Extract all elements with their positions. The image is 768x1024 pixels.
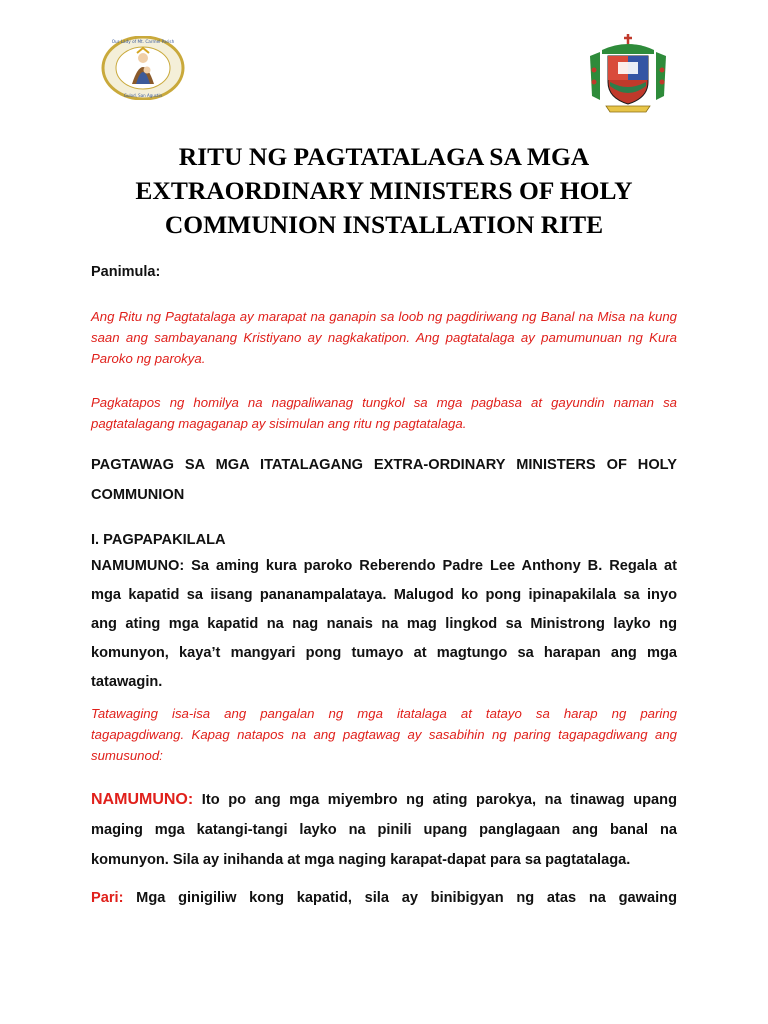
panimula-rubric-1: Ang Ritu ng Pagtatalaga ay marapat na ganapin sa loob ng pagdiriwang ng Banal na Misa na kung saan ang sambayanang Kristiyano ay nagkakatipon. Ang pagtatalaga ay pamumunuan ng Kura Paroko ng parokya.: [91, 309, 677, 366]
section-heading-line-2: COMMUNION: [91, 487, 185, 503]
namumuno-label: NAMUMUNO:: [91, 791, 194, 808]
svg-text:Our Lady of Mt. Carmel Parish: Our Lady of Mt. Carmel Parish: [111, 39, 175, 44]
pari-line-1: [91, 884, 677, 912]
document-title: [90, 140, 678, 242]
tatawaging-rubric: [91, 703, 677, 766]
namumuno2-line-1: [91, 785, 677, 815]
namumuno2-line-2: maging mga katangi-tangi layko na pinili upang panglagaan ang banal na: [91, 822, 677, 838]
coat-of-arms-emblem: [580, 30, 676, 114]
namumuno2-line-3: komunyon. Sila ay inihanda at mga naging karapat-dapat para sa pagtatalaga.: [91, 852, 631, 868]
part1-heading: I. PAGPAPAKILALA: [91, 532, 226, 548]
pari-text: Mga ginigiliw kong kapatid, sila ay binibigyan ng atas na gawaing: [123, 890, 677, 906]
namumuno-line-1: NAMUMUNO: Sa aming kura paroko Reberendo Padre Lee Anthony B. Regala at: [91, 558, 677, 574]
rubric3-line-2: tagapagdiwang. Kapag natapos na ang pagtawag ay sasabihin ng paring tagapagdiwang ang: [91, 727, 677, 742]
namumuno2-text-1: Ito po ang mga miyembro ng ating parokya, na tinawag upang: [193, 792, 677, 808]
section-heading-line-1: PAGTAWAG SA MGA ITATALAGANG EXTRA-ORDINARY MINISTERS OF HOLY: [91, 457, 677, 473]
pari-paragraph: [91, 884, 677, 912]
title-line-2: EXTRAORDINARY MINISTERS OF HOLY: [135, 176, 633, 205]
title-line-1: RITU NG PAGTATALAGA SA MGA: [178, 142, 590, 171]
pari-label: Pari:: [91, 890, 124, 906]
panimula-heading: Panimula:: [91, 264, 161, 280]
panimula-rubric-2: Pagkatapos ng homilya na nagpaliwanag tungkol sa mga pagbasa at gayundin naman sa pagtatalagang magaganap ay sisimulan ang ritu ng pagtatalaga.: [91, 395, 677, 431]
namumuno-line-2: mga kapatid sa iisang pananampalataya. Malugod ko pong ipinapakilala sa inyo: [91, 587, 677, 603]
rubric3-line-1: Tatawaging isa-isa ang pangalan ng mga itatalaga at tatayo sa harap ng paring: [91, 706, 677, 721]
parish-seal-logo: [92, 36, 194, 100]
svg-text:Gulod, San Agustin: Gulod, San Agustin: [123, 93, 163, 98]
title-line-3: COMMUNION INSTALLATION RITE: [164, 210, 604, 239]
pagtawag-section-heading: [91, 450, 677, 510]
namumuno-line-5: tatawagin.: [91, 674, 163, 690]
rubric3-line-3: sumusunod:: [91, 748, 163, 763]
namumuno-line-4: komunyon, kaya’t mangyari pong tumayo at magtungo sa harapan ang mga: [91, 645, 677, 661]
namumuno-line-3: ang ating mga kapatid na nag nanais na mag lingkod sa Ministrong layko ng: [91, 616, 677, 632]
namumuno-intro-paragraph: [91, 552, 677, 697]
namumuno-members-paragraph: [91, 785, 677, 875]
